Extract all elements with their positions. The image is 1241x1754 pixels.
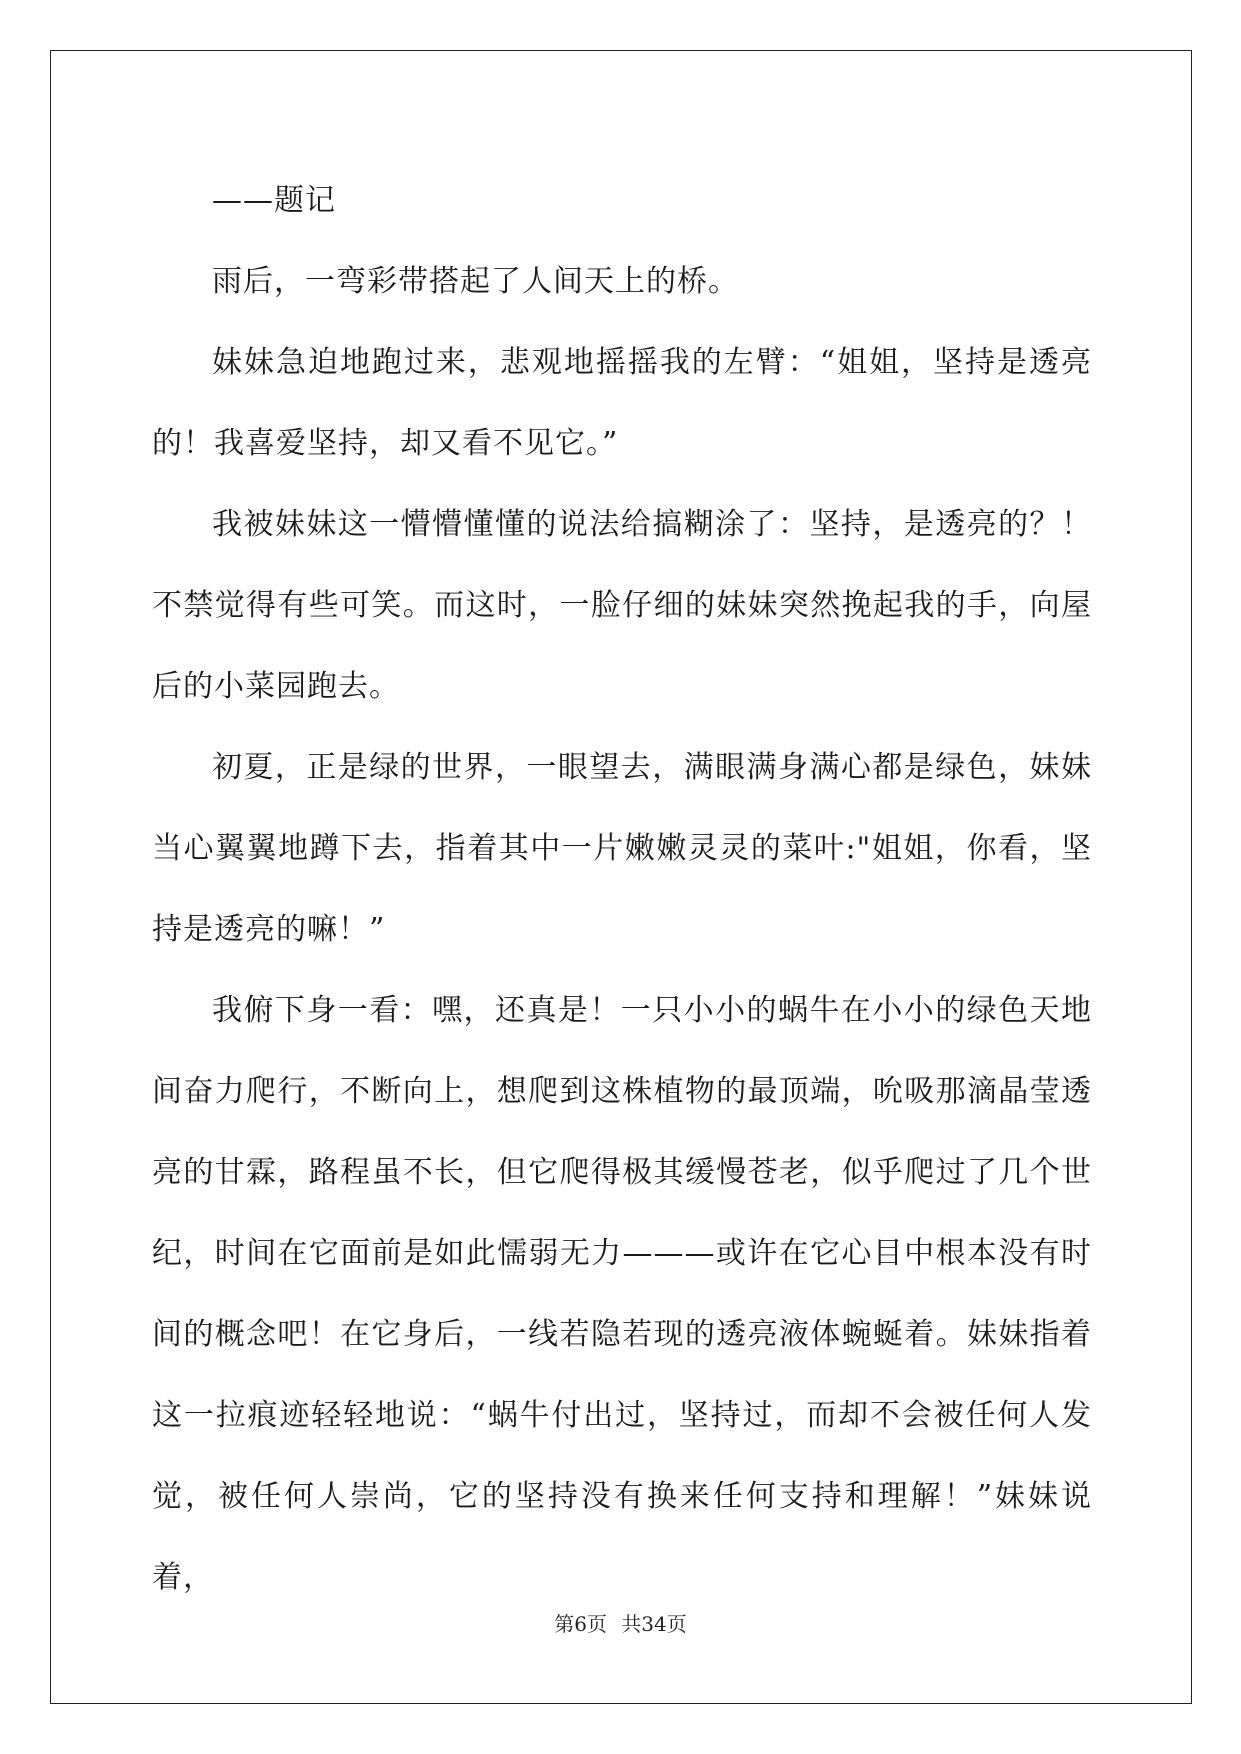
paragraph: 我俯下身一看：嘿，还真是！一只小小的蜗牛在小小的绿色天地间奋力爬行，不断向上，想爬到这株植物的最顶端，吮吸那滴晶莹透亮的甘霖，路程虽不长，但它爬得极其缓慢苍老，似乎爬过了几个世纪，时间在它面前是如此懦弱无力———或许在它心目中根本没有时间的概念吧！在它身后，一线若隐若现的透亮液体蜿蜒着。妹妹指着这一拉痕迹轻轻地说：“蜗牛付出过，坚持过，而却不会被任何人发觉，被任何人崇尚，它的坚持没有换来任何支持和理解！”妹妹说着， xyxy=(152,993,1092,1595)
document-body xyxy=(152,160,1092,1618)
page-footer xyxy=(0,1608,1241,1637)
total-pages: 共34页 xyxy=(621,1612,687,1636)
paragraph: 初夏，正是绿的世界，一眼望去，满眼满身满心都是绿色，妹妹当心翼翼地蹲下去，指着其中一片嫩嫩灵灵的菜叶:"姐姐，你看，坚持是透亮的嘛！” xyxy=(152,750,1092,947)
paragraph: 我被妹妹这一懵懵懂懂的说法给搞糊涂了：坚持，是透亮的？！不禁觉得有些可笑。而这时，一脸仔细的妹妹突然挽起我的手，向屋后的小菜园跑去。 xyxy=(152,507,1092,704)
paragraph-inscription: ——题记 xyxy=(212,183,336,218)
paragraph: 妹妹急迫地跑过来，悲观地摇摇我的左臂：“姐姐，坚持是透亮的！我喜爱坚持，却又看不见它。” xyxy=(152,345,1092,461)
page-number: 第6页 xyxy=(554,1612,607,1636)
paragraph: 雨后，一弯彩带搭起了人间天上的桥。 xyxy=(212,264,739,299)
